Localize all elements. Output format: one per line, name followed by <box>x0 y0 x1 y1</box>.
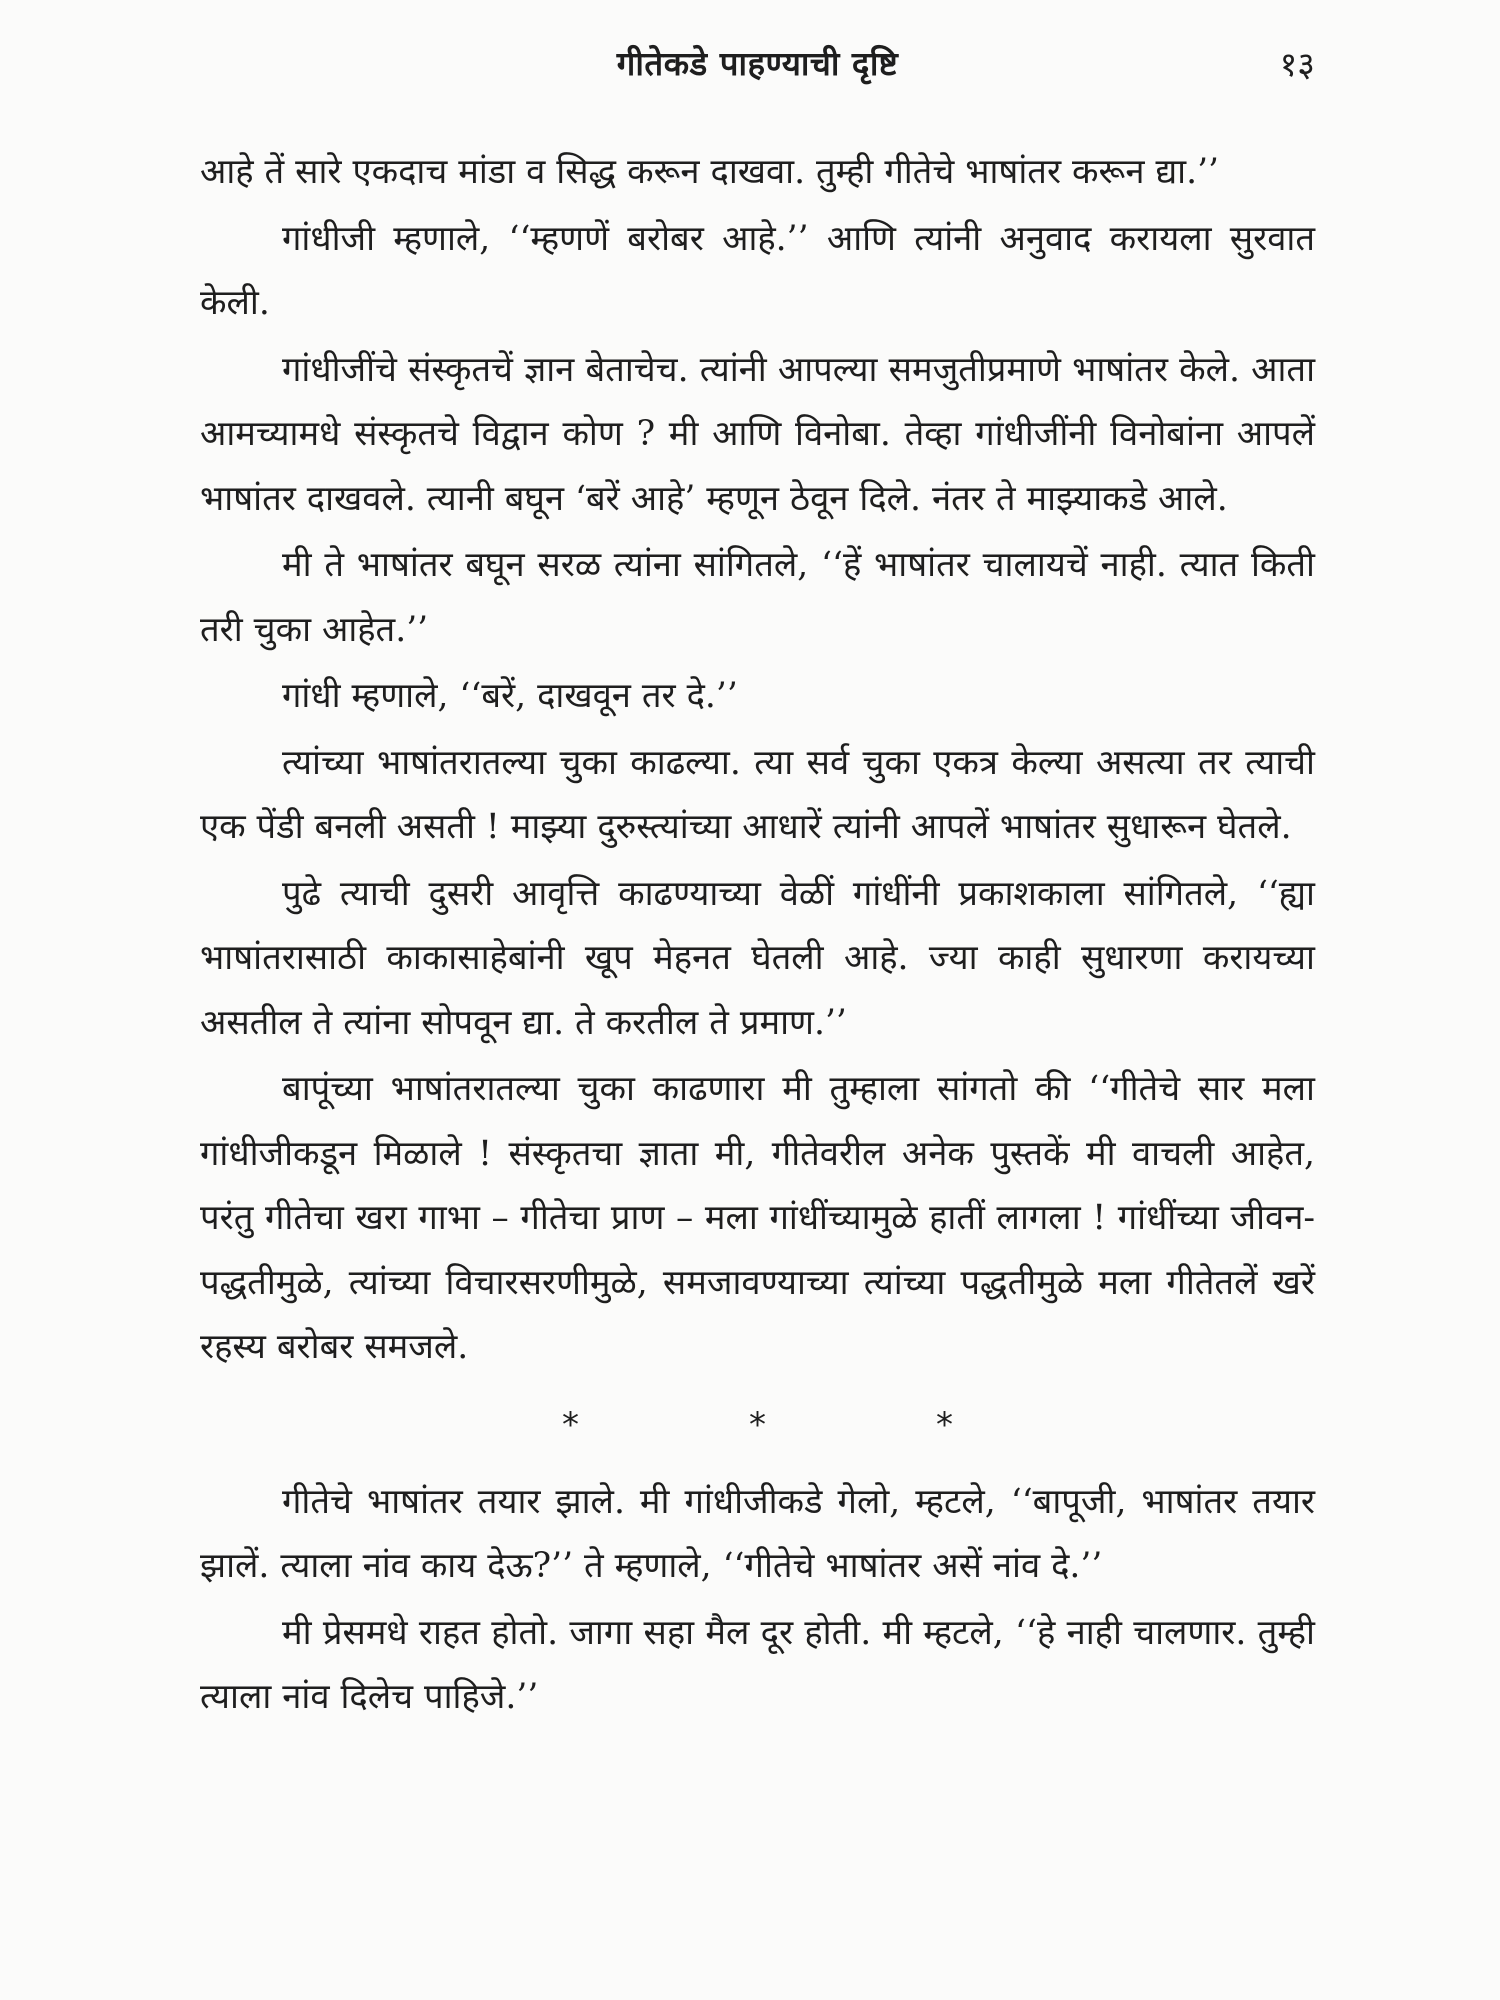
running-header <box>200 40 1315 100</box>
separator-star: * <box>936 1404 953 1445</box>
paragraph: बापूंच्या भाषांतरातल्या चुका काढणारा मी तुम्हाला सांगतो की ‘‘गीतेचे सार मला गांधीजीकडून मिळाले ! संस्कृतचा ज्ञाता मी, गीतेवरील अनेक पुस्तकें मी वाचली आहेत, परंतु गीतेचा खरा गाभा – गीतेचा प्राण – मला गांधींच्यामुळे हातीं लागला ! गांधींच्या जीवन-पद्धतीमुळे, त्यांच्या विचारसरणीमुळे, समजावण्याच्या त्यांच्या पद्धतीमुळे मला गीतेतलें खरें रहस्य बरोबर समजले. <box>200 1069 1315 1367</box>
body-text <box>200 140 1315 1730</box>
section-separator <box>200 1380 1315 1444</box>
paragraph: गांधीजींचे संस्कृतचें ज्ञान बेताचेच. त्यांनी आपल्या समजुतीप्रमाणे भाषांतर केले. आता आमच्यामधे संस्कृतचे विद्वान कोण ? मी आणि विनोबा. तेव्हा गांधीजींनी विनोबांना आपलें भाषांतर दाखवले. त्यानी बघून ‘बरें आहे’ म्हणून ठेवून दिले. नंतर ते माझ्याकडे आले. <box>200 349 1315 519</box>
page-number: १३ <box>1279 45 1315 85</box>
paragraph: मी प्रेसमधे राहत होतो. जागा सहा मैल दूर होती. मी म्हटले, ‘‘हे नाही चालणार. तुम्ही त्याला नांव दिलेच पाहिजे.’’ <box>200 1612 1315 1717</box>
paragraph: आहे तें सारे एकदाच मांडा व सिद्ध करून दाखवा. तुम्ही गीतेचे भाषांतर करून द्या.’’ <box>200 152 1220 192</box>
paragraph: पुढे त्याची दुसरी आवृत्ति काढण्याच्या वेळीं गांधींनी प्रकाशकाला सांगितले, ‘‘ह्या भाषांतरासाठी काकासाहेबांनी खूप मेहनत घेतली आहे. ज्या काही सुधारणा करायच्या असतील ते त्यांना सोपवून द्या. ते करतील ते प्रमाण.’’ <box>200 873 1315 1043</box>
paragraph: गांधी म्हणाले, ‘‘बरें, दाखवून तर दे.’’ <box>282 676 738 716</box>
separator-star: * <box>562 1404 579 1445</box>
running-title: गीतेकडे पाहण्याची दृष्टि <box>616 44 899 83</box>
separator-star: * <box>749 1404 766 1445</box>
paragraph: मी ते भाषांतर बघून सरळ त्यांना सांगितले, ‘‘हें भाषांतर चालायचें नाही. त्यात किती तरी चुका आहेत.’’ <box>200 545 1315 650</box>
paragraph: गांधीजी म्हणाले, ‘‘म्हणणें बरोबर आहे.’’ आणि त्यांनी अनुवाद करायला सुरवात केली. <box>200 218 1315 323</box>
paragraph: त्यांच्या भाषांतरातल्या चुका काढल्या. त्या सर्व चुका एकत्र केल्या असत्या तर त्याची एक पेंडी बनली असती ! माझ्या दुरुस्त्यांच्या आधारें त्यांनी आपलें भाषांतर सुधारून घेतले. <box>200 742 1315 847</box>
paragraph: गीतेचे भाषांतर तयार झाले. मी गांधीजीकडे गेलो, म्हटले, ‘‘बापूजी, भाषांतर तयार झालें. त्याला नांव काय देऊ?’’ ते म्हणाले, ‘‘गीतेचे भाषांतर असें नांव दे.’’ <box>200 1481 1315 1586</box>
